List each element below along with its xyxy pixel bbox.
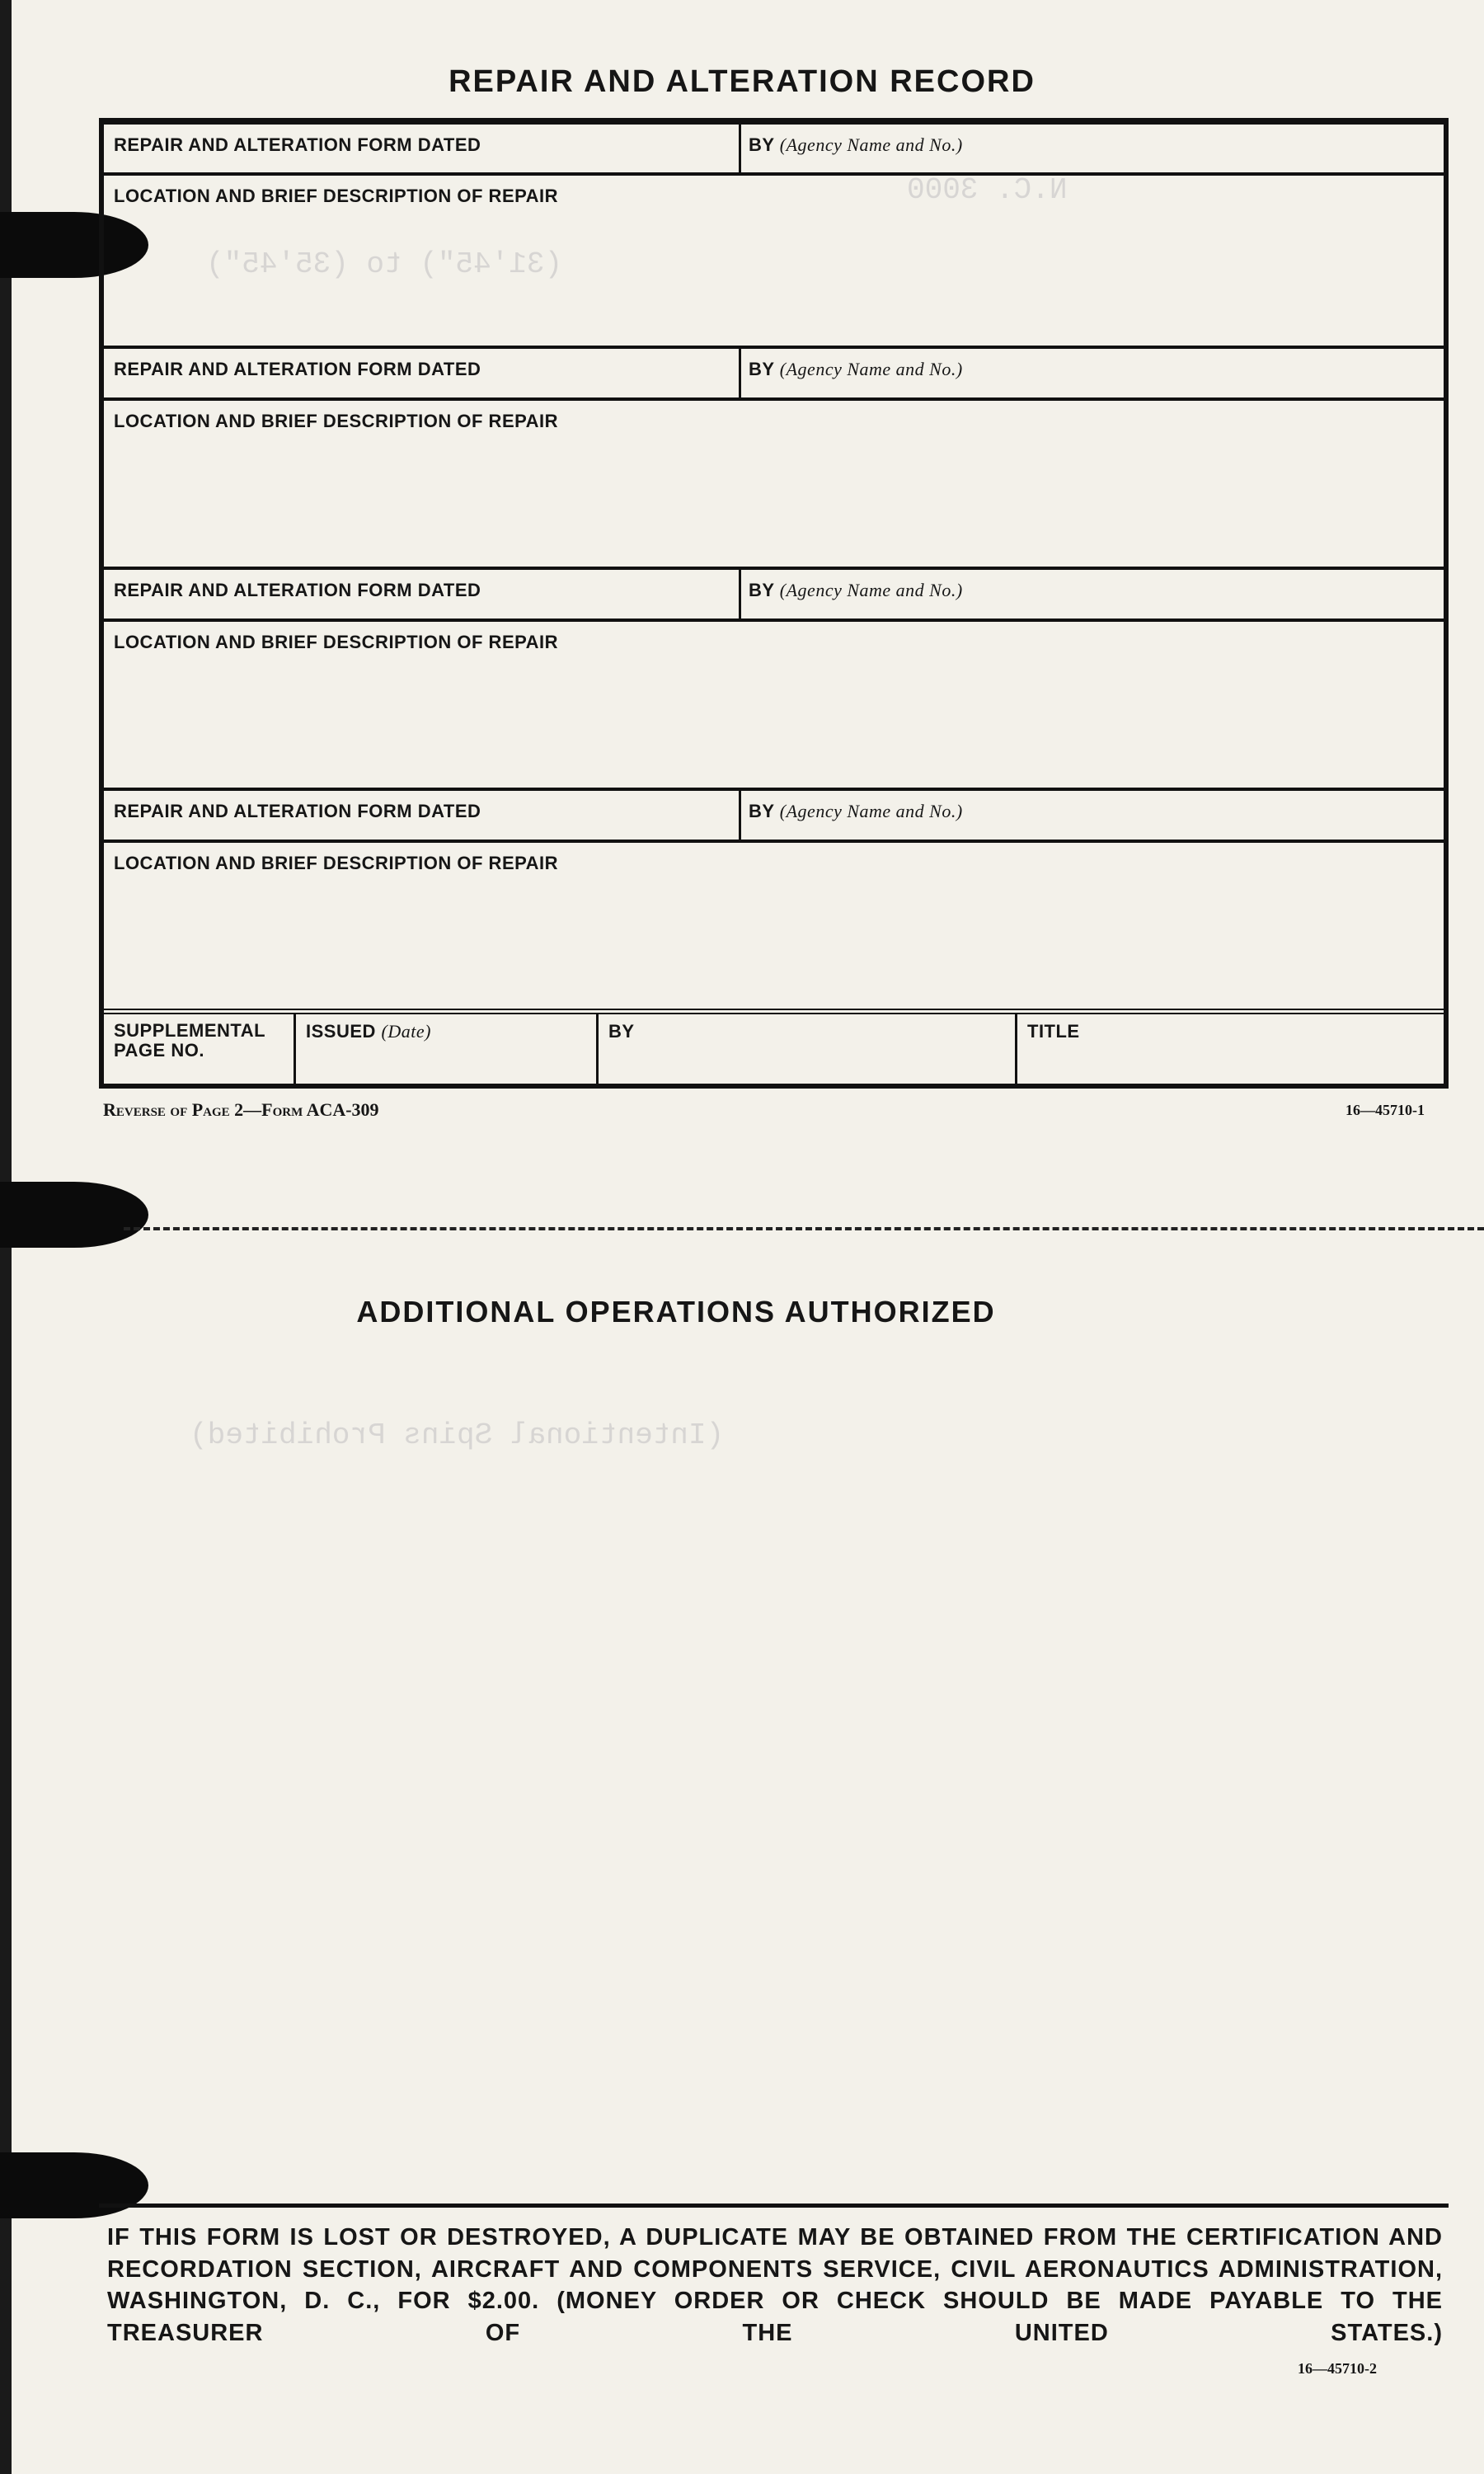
repair-record-table: [99, 118, 1449, 1089]
supplemental-row: [104, 1009, 1444, 1084]
location-label: LOCATION AND BRIEF DESCRIPTION OF REPAIR: [114, 853, 559, 873]
location-label: LOCATION AND BRIEF DESCRIPTION OF REPAIR: [114, 411, 559, 431]
supplemental-by-label: BY: [608, 1021, 635, 1042]
fold-line: [124, 1227, 1484, 1230]
by-label: BY (Agency Name and No.): [749, 134, 963, 155]
location-row: [104, 618, 1444, 788]
form-dated-label: REPAIR AND ALTERATION FORM DATED: [114, 134, 481, 155]
location-row: [104, 840, 1444, 1009]
form-dated-label: REPAIR AND ALTERATION FORM DATED: [114, 801, 481, 821]
form-dated-label: REPAIR AND ALTERATION FORM DATED: [114, 580, 481, 600]
form-dated-row: [104, 125, 1444, 172]
form-dated-label: REPAIR AND ALTERATION FORM DATED: [114, 359, 481, 379]
additional-operations-title: ADDITIONAL OPERATIONS AUTHORIZED: [356, 1295, 996, 1329]
by-label: BY (Agency Name and No.): [749, 580, 963, 600]
form-code-1: 16—45710-1: [1345, 1102, 1425, 1118]
bleed-through: (Intentional Spins Prohibited): [190, 1418, 725, 1452]
location-row: [104, 397, 1444, 567]
form-dated-row: [104, 788, 1444, 840]
issued-label: ISSUED (Date): [306, 1021, 431, 1042]
location-label: LOCATION AND BRIEF DESCRIPTION OF REPAIR: [114, 186, 559, 206]
form-dated-row: [104, 567, 1444, 618]
bleed-through: N.C. 3000: [907, 173, 1068, 207]
page-title: REPAIR AND ALTERATION RECORD: [448, 64, 1036, 99]
by-label: BY (Agency Name and No.): [749, 359, 963, 379]
supplemental-page-label: SUPPLEMENTAL PAGE NO.: [114, 1020, 266, 1061]
divider: [99, 2204, 1449, 2208]
form-reference: Reverse of Page 2—Form ACA-309: [103, 1099, 379, 1120]
location-row: [104, 172, 1444, 346]
bleed-through: (31'45") to (35'45"): [206, 247, 563, 281]
form-dated-row: [104, 346, 1444, 397]
by-label: BY (Agency Name and No.): [749, 801, 963, 821]
punch-hole: [0, 2152, 148, 2218]
title-label: TITLE: [1027, 1021, 1080, 1042]
location-label: LOCATION AND BRIEF DESCRIPTION OF REPAIR: [114, 632, 559, 652]
lost-form-notice: IF THIS FORM IS LOST OR DESTROYED, A DUPLICATE MAY BE OBTAINED FROM THE CERTIFICATION AND RECORDATION SECTION, AIRCRAFT AND COMPONENTS SERVICE, CIVIL AERONAUTICS ADMINISTRATION, WASHINGTON, D. C., FOR $2.00. (MONEY ORDER OR CHECK SHOULD BE MADE PAYABLE TO THE TREASURER OF THE UNITED STATES.): [107, 2224, 1443, 2346]
punch-hole: [0, 1182, 148, 1248]
form-code-2: 16—45710-2: [1298, 2360, 1377, 2377]
